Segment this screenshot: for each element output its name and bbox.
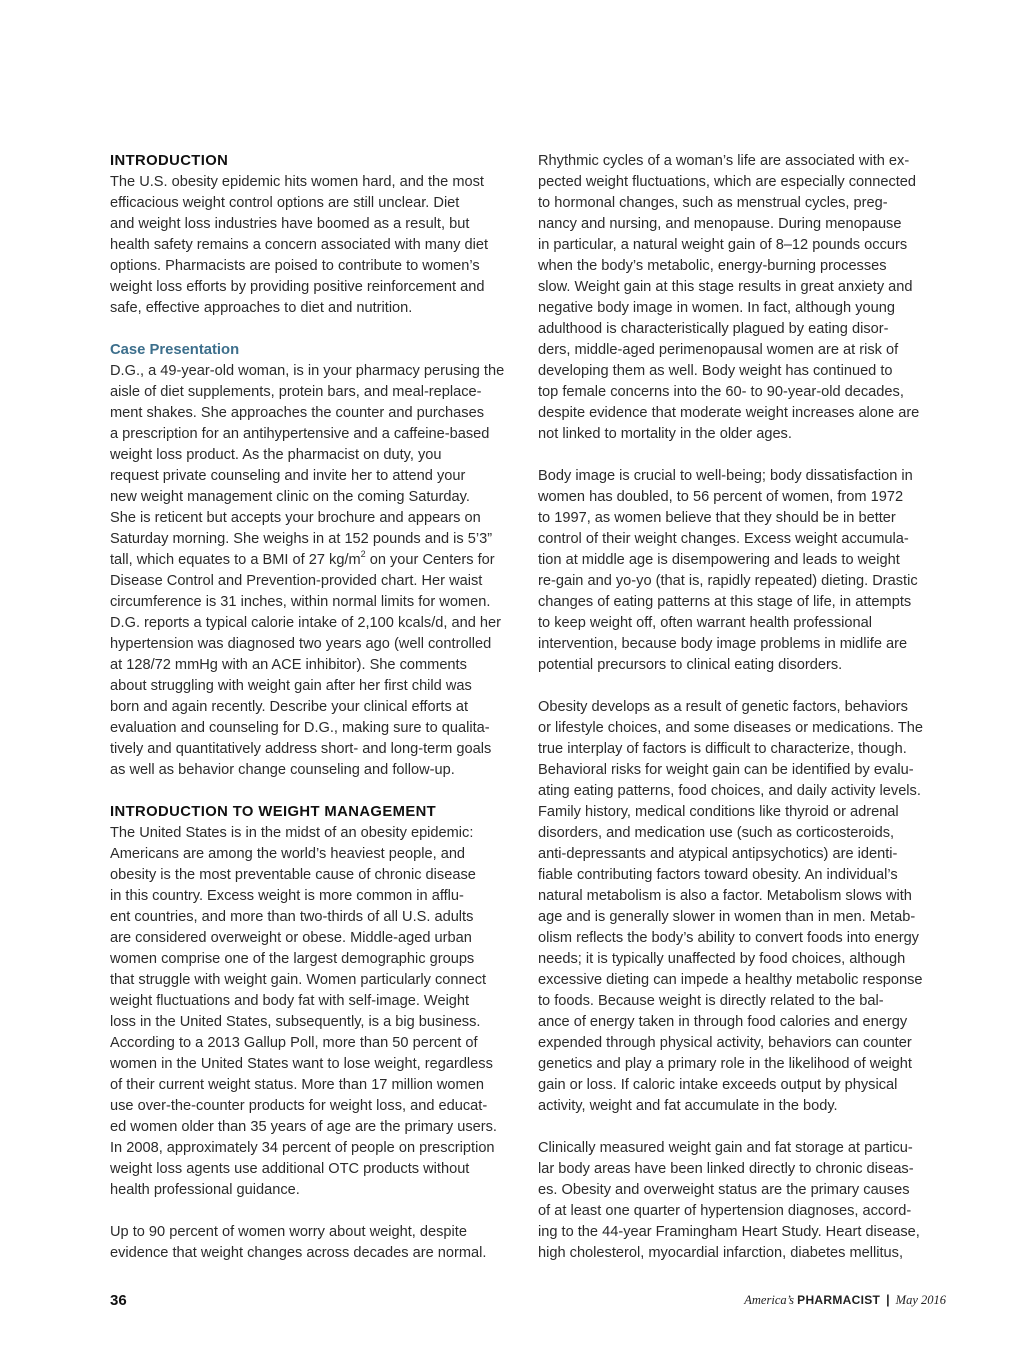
text-line: excessive dieting can impede a healthy metabolic response bbox=[538, 972, 923, 988]
text-line: D.G., a 49-year-old woman, is in your pharmacy perusing the bbox=[110, 363, 505, 379]
text-line: despite evidence that moderate weight increases alone are bbox=[538, 405, 920, 421]
case-presentation-heading: Case Presentation bbox=[110, 342, 240, 358]
text-line: weight fluctuations and body fat with self-image. Weight bbox=[110, 993, 470, 1009]
case-lines-a bbox=[110, 361, 522, 550]
text-line: aisle of diet supplements, protein bars, and meal-replace- bbox=[110, 384, 482, 400]
text-line: new weight management clinic on the coming Saturday. bbox=[110, 489, 470, 505]
text-line: tively and quantitatively address short- and long-term goals bbox=[110, 741, 492, 757]
text-line: as well as behavior change counseling and follow-up. bbox=[110, 762, 455, 778]
case-presentation-paragraph bbox=[110, 361, 522, 781]
text-line: fiable contributing factors toward obesity. An individual’s bbox=[538, 867, 898, 883]
text-line: weight loss agents use additional OTC products without bbox=[110, 1161, 470, 1177]
text-line: options. Pharmacists are poised to contribute to women’s bbox=[110, 258, 480, 274]
text-line: slow. Weight gain at this stage results in great anxiety and bbox=[538, 279, 913, 295]
text-line: Family history, medical conditions like thyroid or adrenal bbox=[538, 804, 899, 820]
text-line: weight loss product. As the pharmacist on duty, you bbox=[110, 447, 442, 463]
text-line: about struggling with weight gain after her first child was bbox=[110, 678, 472, 694]
text-line: and weight loss industries have boomed as a result, but bbox=[110, 216, 470, 232]
text-line: ent countries, and more than two-thirds of all U.S. adults bbox=[110, 909, 474, 925]
page-footer bbox=[110, 1292, 946, 1312]
text-line: weight loss efforts by providing positive reinforcement and bbox=[110, 279, 485, 295]
text-line: use over-the-counter products for weight loss, and educat- bbox=[110, 1098, 488, 1114]
text-line: natural metabolism is also a factor. Metabolism slows with bbox=[538, 888, 912, 904]
text-line: Up to 90 percent of women worry about weight, despite bbox=[110, 1224, 467, 1240]
text-line: developing them as well. Body weight has continued to bbox=[538, 363, 893, 379]
text-line: She is reticent but accepts your brochure and appears on bbox=[110, 510, 481, 526]
text-line: The United States is in the midst of an obesity epidemic: bbox=[110, 825, 474, 841]
text-line: age and is generally slower in women than in men. Metab- bbox=[538, 909, 916, 925]
text-line: intervention, because body image problems in midlife are bbox=[538, 636, 908, 652]
text-line: Behavioral risks for weight gain can be identified by evalu- bbox=[538, 762, 914, 778]
right-column bbox=[538, 151, 950, 1264]
magazine-credit bbox=[744, 1293, 946, 1308]
text-line: that struggle with weight gain. Women particularly connect bbox=[110, 972, 487, 988]
text-line: loss in the United States, subsequently, is a big business. bbox=[110, 1014, 481, 1030]
introduction-paragraph bbox=[110, 172, 522, 319]
text-line: changes of eating patterns at this stage of life, in attempts bbox=[538, 594, 912, 610]
text-line: ders, middle-aged perimenopausal women are at risk of bbox=[538, 342, 899, 358]
text-line: circumference is 31 inches, within normal limits for women. bbox=[110, 594, 491, 610]
life-cycles-paragraph bbox=[538, 151, 950, 445]
text-line: to keep weight off, often warrant health professional bbox=[538, 615, 872, 631]
text-line: D.G. reports a typical calorie intake of 2,100 kcals/d, and her bbox=[110, 615, 501, 631]
text-line: nancy and nursing, and menopause. During menopause bbox=[538, 216, 902, 232]
text-line: re-gain and yo-yo (that is, rapidly repeated) dieting. Drastic bbox=[538, 573, 918, 589]
text-line: activity, weight and fat accumulate in the body. bbox=[538, 1098, 838, 1114]
text-line: Obesity develops as a result of genetic factors, behaviors bbox=[538, 699, 908, 715]
text-line: ating eating patterns, food choices, and daily activity levels. bbox=[538, 783, 921, 799]
text-line: negative body image in women. In fact, although young bbox=[538, 300, 895, 316]
body-image-paragraph bbox=[538, 466, 950, 676]
text-line: women comprise one of the largest demographic groups bbox=[110, 951, 475, 967]
text-line: ance of energy taken in through food calories and energy bbox=[538, 1014, 908, 1030]
page-number: 36 bbox=[110, 1292, 127, 1309]
text-line: Disease Control and Prevention-provided chart. Her waist bbox=[110, 573, 483, 589]
text-line: Body image is crucial to well-being; body dissatisfaction in bbox=[538, 468, 913, 484]
weight-management-heading: INTRODUCTION TO WEIGHT MANAGEMENT bbox=[110, 804, 437, 820]
text-line: a prescription for an antihypertensive and a caffeine-based bbox=[110, 426, 490, 442]
text-line: olism reflects the body’s ability to convert foods into energy bbox=[538, 930, 919, 946]
introduction-heading: INTRODUCTION bbox=[110, 153, 229, 169]
text-line: to foods. Because weight is directly related to the bal- bbox=[538, 993, 884, 1009]
text-line: when the body’s metabolic, energy-burning processes bbox=[538, 258, 887, 274]
issue-date: May 2016 bbox=[895, 1293, 946, 1307]
text-line: According to a 2013 Gallup Poll, more than 50 percent of bbox=[110, 1035, 478, 1051]
text-line: women in the United States want to lose weight, regardless bbox=[110, 1056, 493, 1072]
text-line: to hormonal changes, such as menstrual cycles, preg- bbox=[538, 195, 888, 211]
text-line: of at least one quarter of hypertension diagnoses, accord- bbox=[538, 1203, 912, 1219]
text-line: in this country. Excess weight is more common in afflu- bbox=[110, 888, 464, 904]
text-line: control of their weight changes. Excess weight accumula- bbox=[538, 531, 909, 547]
text-line: true interplay of factors is difficult to characterize, though. bbox=[538, 741, 907, 757]
text-line: or lifestyle choices, and some diseases or medications. The bbox=[538, 720, 924, 736]
text-line: potential precursors to clinical eating disorders. bbox=[538, 657, 843, 673]
text-line: lar body areas have been linked directly to chronic diseas- bbox=[538, 1161, 914, 1177]
magazine-prefix: America’s bbox=[744, 1293, 795, 1307]
text-line: obesity is the most preventable cause of chronic disease bbox=[110, 867, 476, 883]
text-line: evidence that weight changes across decades are normal. bbox=[110, 1245, 487, 1261]
text-line: Americans are among the world’s heaviest people, and bbox=[110, 846, 466, 862]
text-line: disorders, and medication use (such as corticosteroids, bbox=[538, 825, 895, 841]
text-line: health professional guidance. bbox=[110, 1182, 300, 1198]
text-line: gain or loss. If caloric intake exceeds output by physical bbox=[538, 1077, 898, 1093]
text-line: safe, effective approaches to diet and nutrition. bbox=[110, 300, 413, 316]
obesity-factors-paragraph bbox=[538, 697, 950, 1117]
worry-paragraph bbox=[110, 1222, 522, 1264]
text-line: to 1997, as women believe that they should be in better bbox=[538, 510, 896, 526]
text-line: anti-depressants and atypical antipsychotics) are identi- bbox=[538, 846, 898, 862]
text-line: of their current weight status. More than 17 million women bbox=[110, 1077, 484, 1093]
text-line: In 2008, approximately 34 percent of people on prescription bbox=[110, 1140, 495, 1156]
left-column bbox=[110, 151, 522, 1264]
magazine-name: PHARMACIST bbox=[797, 1293, 881, 1307]
text-line: expended through physical activity, behaviors can counter bbox=[538, 1035, 912, 1051]
text-line: Clinically measured weight gain and fat storage at particu- bbox=[538, 1140, 913, 1156]
text-line: ment shakes. She approaches the counter and purchases bbox=[110, 405, 485, 421]
text-line: pected weight fluctuations, which are especially connected bbox=[538, 174, 917, 190]
text-line: are considered overweight or obese. Middle-aged urban bbox=[110, 930, 472, 946]
text-line: high cholesterol, myocardial infarction, diabetes mellitus, bbox=[538, 1245, 904, 1261]
text-line: not linked to mortality in the older ages. bbox=[538, 426, 792, 442]
text-line: ing to the 44-year Framingham Heart Study. Heart disease, bbox=[538, 1224, 920, 1240]
text-line: Saturday morning. She weighs in at 152 pounds and is 5’3” bbox=[110, 531, 493, 547]
case-lines-b bbox=[110, 571, 522, 781]
text-line: at 128/72 mmHg with an ACE inhibitor). She comments bbox=[110, 657, 467, 673]
text-line: tion at middle age is disempowering and leads to weight bbox=[538, 552, 900, 568]
text-line: health safety remains a concern associated with many diet bbox=[110, 237, 489, 253]
text-line: The U.S. obesity epidemic hits women hard, and the most bbox=[110, 174, 484, 190]
text-line: genetics and play a primary role in the likelihood of weight bbox=[538, 1056, 912, 1072]
text-line: Rhythmic cycles of a woman’s life are associated with ex- bbox=[538, 153, 910, 169]
text-line: in particular, a natural weight gain of 8–12 pounds occurs bbox=[538, 237, 908, 253]
text-line: hypertension was diagnosed two years ago (well controlled bbox=[110, 636, 492, 652]
bmi-line: tall, which equates to a BMI of 27 $kg/m^2$ on your Centers for bbox=[110, 549, 495, 568]
text-line: adulthood is characteristically plagued by eating disor- bbox=[538, 321, 889, 337]
text-line: needs; it is typically unaffected by food choices, although bbox=[538, 951, 906, 967]
text-line: ed women older than 35 years of age are the primary users. bbox=[110, 1119, 497, 1135]
weight-management-paragraph bbox=[110, 823, 522, 1201]
text-line: es. Obesity and overweight status are the primary causes bbox=[538, 1182, 910, 1198]
chronic-disease-paragraph bbox=[538, 1138, 950, 1264]
text-line: evaluation and counseling for D.G., making sure to qualita- bbox=[110, 720, 490, 736]
text-line: born and again recently. Describe your clinical efforts at bbox=[110, 699, 469, 715]
text-line: request private counseling and invite her to attend your bbox=[110, 468, 466, 484]
text-line: women has doubled, to 56 percent of women, from 1972 bbox=[538, 489, 904, 505]
text-line: top female concerns into the 60- to 90-year-old decades, bbox=[538, 384, 904, 400]
footer-separator: | bbox=[886, 1293, 890, 1307]
text-line: efficacious weight control options are still unclear. Diet bbox=[110, 195, 460, 211]
